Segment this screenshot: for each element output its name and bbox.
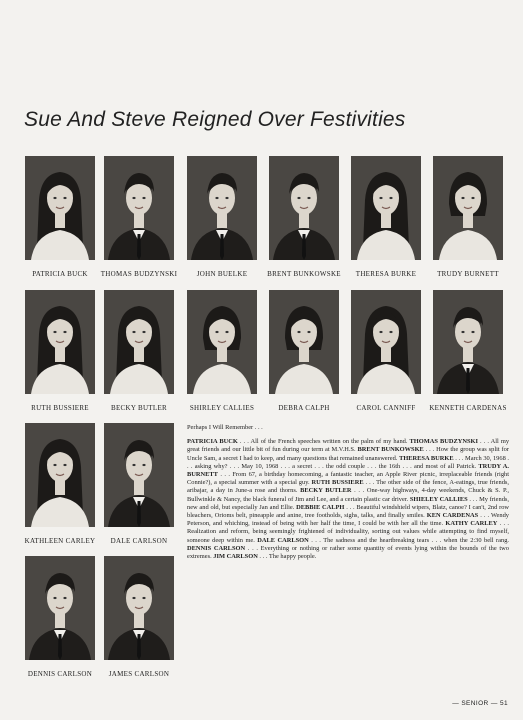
memory-text: . . . The sadness and the heartbreaking tears . . . when the 2:30 bell rang. xyxy=(308,536,509,544)
student-name-carol-canniff: CAROL CANNIFF xyxy=(356,404,416,412)
memory-author: BRENT BUNKOWSKE xyxy=(357,446,424,454)
portrait-photo-john-buelke xyxy=(187,156,257,260)
memory-text: . . . All of the French speeches written on the palm of my hand. xyxy=(237,438,410,446)
memory-author: BECKY BUTLER xyxy=(300,487,352,495)
memory-text: . . . Everything or nothing or rather some quantity of events lying within the bounds of the two extremes. xyxy=(187,544,509,561)
memory-text: . . . The other side of the fence, A-eatings, true friends, aribajar, a day in June-a rose and thorns. xyxy=(187,479,509,495)
memory-text: . . . Beautiful windshield wipers, Blatz, canoe? I can't, 2nd row bleachers, Orioms belt, pineapple and anine, tree footholds, sighs, talks, and finally smiles. xyxy=(187,503,510,520)
student-name-dennis-carlson: DENNIS CARLSON xyxy=(27,670,93,678)
student-name-theresa-burke: THERESA BURKE xyxy=(355,270,417,278)
student-name-kenneth-cardenas: KENNETH CARDENAS xyxy=(429,404,507,412)
student-name-trudy-burnett: TRUDY BURNETT xyxy=(437,270,499,278)
memory-text: . . . My friends, new and old, but especially Jan and Ellie. xyxy=(187,495,509,511)
portrait-photo-brent-bunkowske xyxy=(269,156,339,260)
senior-memories-text xyxy=(187,424,509,561)
memory-author: DEBBIE CALPH xyxy=(296,503,345,511)
student-name-ruth-bussiere: RUTH BUSSIERE xyxy=(31,404,89,412)
memories-body xyxy=(187,438,509,561)
portrait-photo-james-carlson xyxy=(104,556,174,660)
portrait-photo-debra-calph xyxy=(269,290,339,394)
portrait-photo-kathleen-carley xyxy=(25,423,95,527)
portrait-photo-theresa-burke xyxy=(351,156,421,260)
memory-author: PATRICIA BUCK xyxy=(187,438,238,446)
memory-text: . . . From 67, a birthday homecoming, a fantastic teacher, an Apple River picnic, irreplaceable friends (right Connie?), a special summer with a special guy. xyxy=(187,471,509,487)
memory-author: JIM CARLSON xyxy=(213,553,258,561)
memory-author: THOMAS BUDZYNSKI xyxy=(409,438,478,446)
memory-author: SHIELEY CALLIES xyxy=(409,495,468,503)
memory-text: . . . Realization and reform, being seemingly frightened of individuality, sorting out values while attempting to find myself, someone deep within me. xyxy=(187,520,510,544)
memory-text: . . . How the group was split for Uncle Sam, a secret I had to keep, and many questions that remained unanswered. xyxy=(187,446,509,462)
student-name-debra-calph: DEBRA CALPH xyxy=(278,404,330,412)
portrait-photo-dennis-carlson xyxy=(25,556,95,660)
student-name-becky-butler: BECKY BUTLER xyxy=(110,404,168,412)
portrait-photo-ruth-bussiere xyxy=(25,290,95,394)
memory-author: TRUDY A. BURNETT xyxy=(187,462,509,479)
student-name-shirley-callies: SHIRLEY CALLIES xyxy=(189,404,255,412)
memory-text: . . . All my great friends and our little bit of fun during our term at M.V.H.S. xyxy=(187,438,510,454)
portrait-photo-kenneth-cardenas xyxy=(433,290,503,394)
student-name-dale-carlson: DALE CARLSON xyxy=(110,537,168,545)
student-name-james-carlson: JAMES CARLSON xyxy=(108,670,170,678)
student-name-patricia-buck: PATRICIA BUCK xyxy=(32,270,88,278)
page-folio: — SENIOR — 51 xyxy=(452,700,508,707)
student-name-thomas-budzynski: THOMAS BUDZYNSKI xyxy=(100,270,178,278)
memory-author: DALE CARLSON xyxy=(257,536,309,544)
memory-author: DENNIS CARLSON xyxy=(187,544,246,552)
memory-author: THERESA BURKE xyxy=(399,454,454,462)
memory-text: . . . One-way highways, 4-day weekends, Chuck & S. P., Bullwinkle & Nancy, the black funeral of Jim and Lee, and a certain plastic car driver. xyxy=(187,487,510,503)
portrait-photo-carol-canniff xyxy=(351,290,421,394)
student-name-john-buelke: JOHN BUELKE xyxy=(196,270,248,278)
student-name-kathleen-carley: KATHLEEN CARLEY xyxy=(24,537,96,545)
portrait-photo-patricia-buck xyxy=(25,156,95,260)
portrait-photo-becky-butler xyxy=(104,290,174,394)
memories-intro: Perhaps I Will Remember . . . xyxy=(187,424,263,431)
portrait-photo-dale-carlson xyxy=(104,423,174,527)
portrait-photo-trudy-burnett xyxy=(433,156,503,260)
portrait-photo-thomas-budzynski xyxy=(104,156,174,260)
memory-author: RUTH BUSSIERE xyxy=(311,479,364,487)
portrait-photo-shirley-callies xyxy=(187,290,257,394)
page-heading: Sue And Steve Reigned Over Festivities xyxy=(24,108,406,131)
memory-text: . . . Wendy Peterson, and whiching, instead of being with her half the time, I could be with her all the time. xyxy=(187,512,509,528)
memory-author: KEN CARDENAS xyxy=(426,512,479,520)
student-name-brent-bunkowske: BRENT BUNKOWSKE xyxy=(267,270,341,278)
memory-text: . . . March 30, 1968 . . . asking why? . . . May 10, 1968 . . . a secret . . . the odd couple . . . the 16th . . . and most of all Patrick. xyxy=(187,454,510,470)
memory-author: KATHY CARLEY xyxy=(445,520,498,528)
memory-text: . . . The happy people. xyxy=(257,553,317,561)
